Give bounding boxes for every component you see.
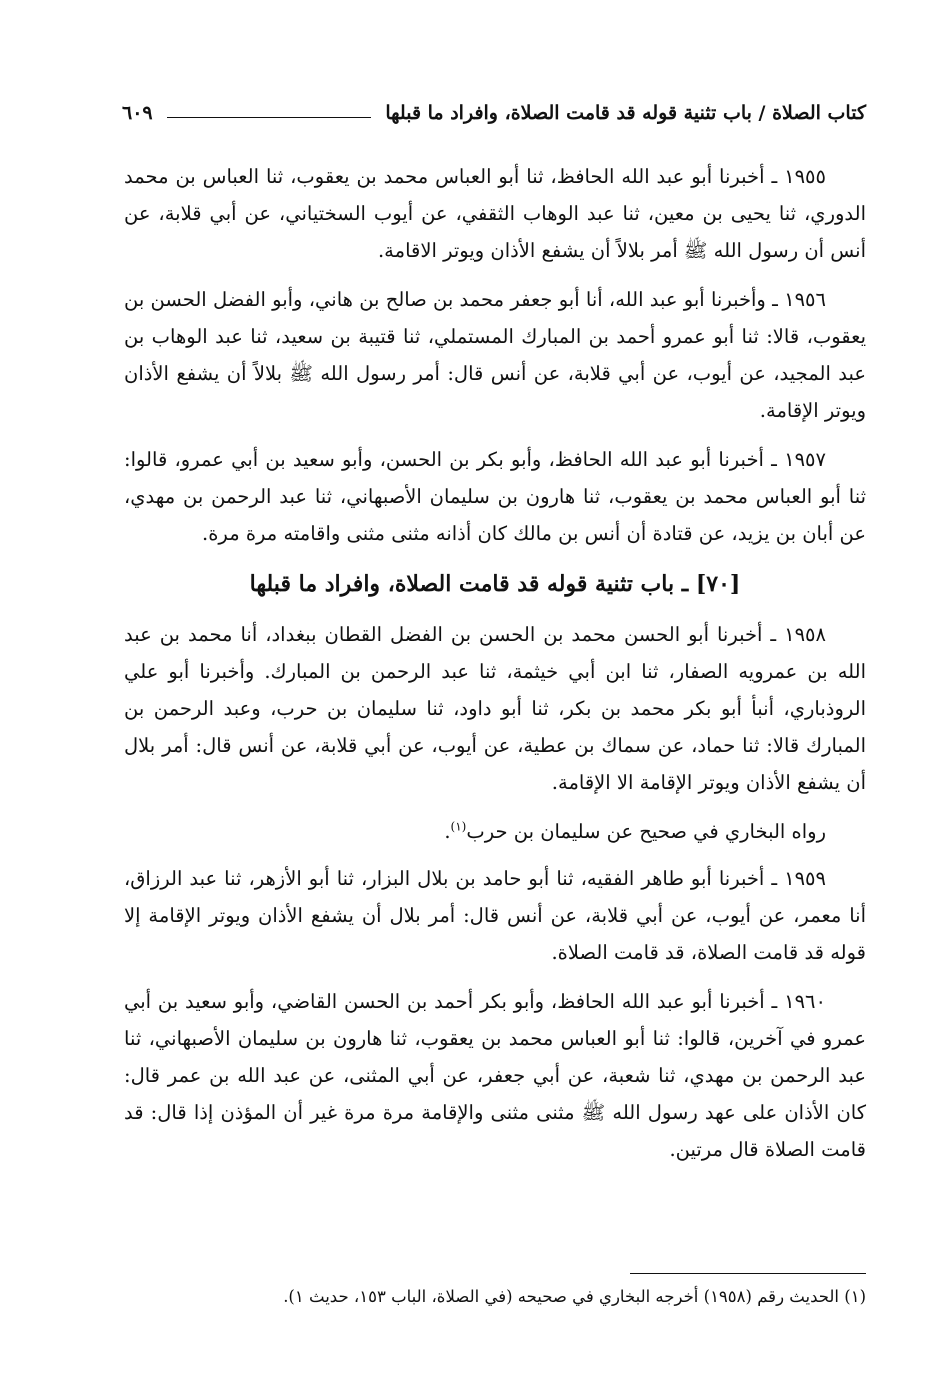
hadith-1959: ١٩٥٩ ـ أخبرنا أبو طاهر الفقيه، ثنا أبو حامد بن بلال البزار، ثنا أبو الأزهر، ثنا عبد الرزاق، أنا معمر، عن أيوب، عن أبي قلابة، عن أنس قال: أمر بلال أن يشفع الأذان ويوتر الإقامة إلا قوله قد قامت الصلاة، قد قامت الصلاة. bbox=[124, 867, 866, 964]
chapter-heading: [٧٠] ـ باب تثنية قوله قد قامت الصلاة، وافراد ما قبلها bbox=[249, 571, 741, 597]
bukhari-reference-end: . bbox=[444, 820, 451, 843]
running-header bbox=[122, 96, 866, 130]
footnote-separator bbox=[630, 1273, 866, 1274]
footnote: (١) الحديث رقم (١٩٥٨) أخرجه البخاري في صحيحه (في الصلاة، الباب ١٥٣، حديث ١). bbox=[283, 1287, 866, 1306]
page-number: ٦٠٩ bbox=[122, 102, 153, 124]
hadith-1956: ١٩٥٦ ـ وأخبرنا أبو عبد الله، أنا أبو جعفر محمد بن صالح بن هاني، وأبو الفضل الحسن بن يعقوب، قالا: ثنا أبو عمرو أحمد بن المبارك المستملي، ثنا قتيبة بن سعيد، ثنا عبد الوهاب بن عبد المجيد، عن أيوب، عن أبي قلابة، عن أنس قال: أمر رسول الله ﷺ بلالاً أن يشفع الأذان ويوتر الإقامة. bbox=[124, 288, 866, 422]
hadith-1955: ١٩٥٥ ـ أخبرنا أبو عبد الله الحافظ، ثنا أبو العباس محمد بن يعقوب، ثنا العباس بن محمد الدوري، ثنا يحيى بن معين، ثنا عبد الوهاب الثقفي، عن أيوب السختياني، عن أبي قلابة، عن أنس أن رسول الله ﷺ أمر بلالاً أن يشفع الأذان ويوتر الاقامة. bbox=[124, 165, 866, 262]
header-title: كتاب الصلاة / باب تثنية قوله قد قامت الصلاة، وافراد ما قبلها bbox=[385, 102, 866, 124]
hadith-1957: ١٩٥٧ ـ أخبرنا أبو عبد الله الحافظ، وأبو بكر بن الحسن، وأبو سعيد بن أبي عمرو، قالوا: ثنا أبو العباس محمد بن يعقوب، ثنا هارون بن سليمان الأصبهاني، ثنا عبد الرحمن بن مهدي، عن أبان بن يزيد، عن قتادة أن أنس بن مالك كان أذانه مثنى مثنى واقامته مرة مرة. bbox=[124, 448, 866, 545]
hadith-1958: ١٩٥٨ ـ أخبرنا أبو الحسن محمد بن الحسن بن الفضل القطان ببغداد، أنا محمد بن عبد الله بن عمرويه الصفار، ثنا ابن أبي خيثمة، ثنا عبد الرحمن بن المبارك. وأخبرنا أبو علي الروذباري، أنبأ أبو بكر محمد بن بكر، ثنا أبو داود، ثنا سليمان بن حرب، وعبد الرحمن بن المبارك قالا: ثنا حماد، عن سماك بن عطية، عن أيوب، عن أبي قلابة، عن أنس قال: أمر بلال أن يشفع الأذان ويوتر الإقامة الا الإقامة. bbox=[124, 623, 866, 794]
bukhari-reference-text: رواه البخاري في صحيح عن سليمان بن حرب bbox=[466, 820, 826, 843]
main-text bbox=[124, 158, 866, 1180]
footnote-marker[interactable]: (١) bbox=[450, 819, 467, 834]
bukhari-reference bbox=[124, 813, 866, 850]
header-rule bbox=[167, 117, 372, 118]
hadith-1960: ١٩٦٠ ـ أخبرنا أبو عبد الله الحافظ، وأبو بكر أحمد بن الحسن القاضي، وأبو سعيد بن أبي عمرو في آخرين، قالوا: ثنا أبو العباس محمد بن يعقوب، ثنا هارون بن سليمان الأصبهاني، ثنا عبد الرحمن بن مهدي، ثنا شعبة، عن أبي جعفر، عن أبي المثنى، عن عبد الله بن عمر قال: كان الأذان على عهد رسول الله ﷺ مثنى مثنى والإقامة مرة مرة غير أن المؤذن إذا قال: قد قامت الصلاة قال مرتين. bbox=[124, 990, 866, 1161]
